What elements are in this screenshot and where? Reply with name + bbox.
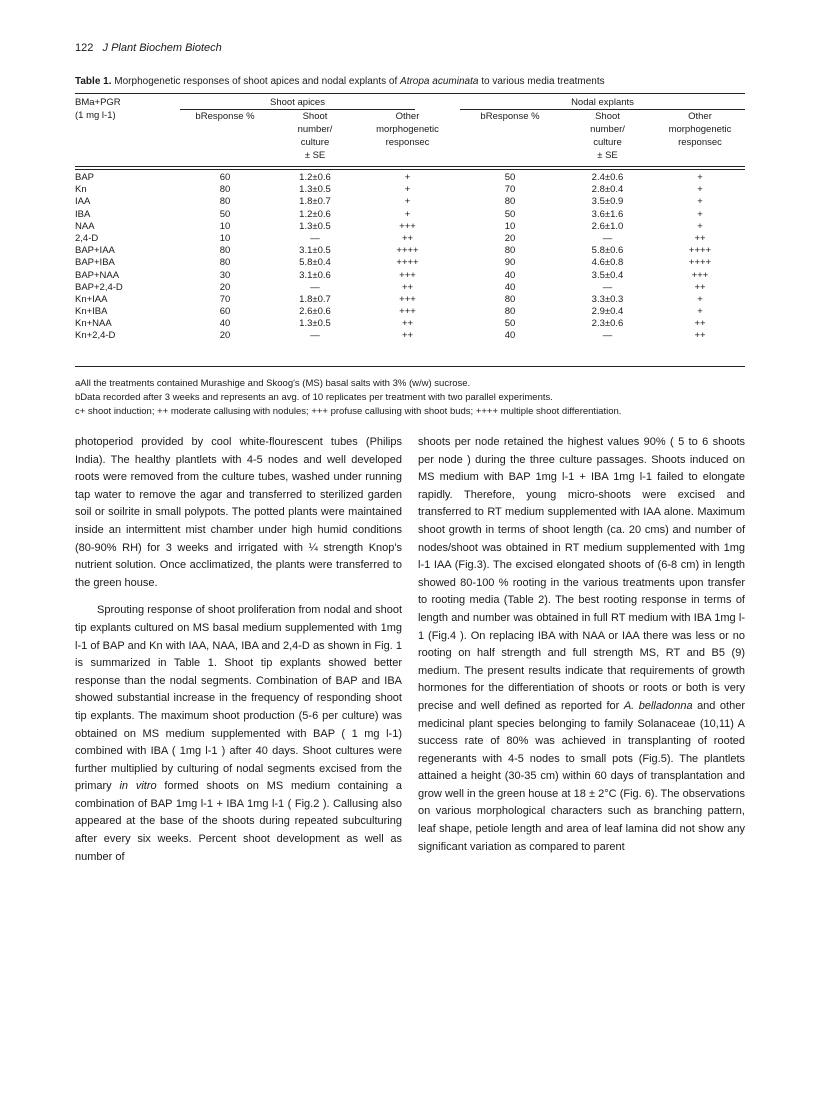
table-cell: 2,4-D: [75, 232, 99, 244]
table-cell: 2.4±0.6: [591, 172, 624, 183]
table-cell: 2.3±0.6: [591, 318, 624, 330]
journal-name: J Plant Biochem Biotech: [102, 42, 222, 54]
table-cell: 70: [504, 184, 516, 196]
right-p1-part-a: shoots per node retained the highest values 90% ( 5 to 6 shoots per node ) during the three culture passages. Shoots induced on MS medium with BAP 1mg l-1 + IBA 1mg l-1 failed to elongate rapidly. Therefore, young micro-shoots were excised and transferred to RT medium supplemented with IAA alone. Maximum shoot growth in terms of shoot length (ca. 20 cms) and number of nodes/shoot was obtained in RT medium supplemented with 1mg l-1 IAA (Fig.3). The excised elongated shoots of (6-8 cm) in length showed 80-100 % rooting in the various treatments upon transfer to rooting media (Table 2). The best rooting response in terms of length and number was obtained in full RT medium with IBA 1mg l-1 (Fig.4 ). On replacing IBA with NAA or IAA there was less or no rooting on half strength and full strength MS, RT and B5 (9) medium. The present results indicate that requirements of growth hormones for the differentiation of shoots or roots or both is very precise and well defined as reported for: [418, 436, 745, 712]
table-body: [75, 172, 745, 343]
table-cell: 3.3±0.3: [591, 293, 624, 305]
table-cell: —: [602, 232, 613, 244]
table-cell: ++: [401, 330, 414, 342]
table-cell: 60: [219, 172, 231, 183]
h-other-2-l1: Other: [688, 111, 712, 122]
h-shoot-2-l3: culture: [593, 137, 622, 148]
table-cell: +: [697, 293, 703, 305]
table-cell: 3.6±1.6: [591, 208, 624, 220]
table-cell: +++: [399, 269, 416, 281]
table-row: [75, 306, 745, 318]
table-cell: 1.8±0.7: [299, 293, 331, 305]
caption-species: Atropa acuminata: [400, 76, 479, 87]
table-cell: +++: [691, 269, 709, 281]
table-cell: +: [697, 196, 703, 208]
table-cell: ++++: [396, 245, 419, 257]
table-row: [75, 294, 745, 306]
left-paragraph-1: photoperiod provided by cool white-flourescent tubes (Philips India). The healthy plantlets with 4-5 nodes and well developed roots were removed from the culture tubes, washed under running tap water to remove the agar and transferred to sterilized garden soil or soilrite in small polypots. The potted plants were maintained inside an intermittent mist chamber under high humid conditions (80-90% RH) for 3 weeks and irrigated with ¼ strength Knop's nutrient solution. Once acclimatized, the plants were transferred to the green house.: [75, 436, 402, 589]
table-row: [75, 172, 745, 184]
h-shoot-1: [280, 110, 350, 162]
table-row: [75, 184, 745, 196]
caption-tail: to various media treatments: [481, 76, 605, 87]
table-cell: 20: [219, 281, 231, 293]
h-other-2-l2: morphogenetic: [668, 124, 732, 135]
table-cell: 70: [219, 293, 231, 305]
table-cell: 10: [504, 220, 516, 232]
table-cell: 2.6±1.0: [591, 220, 624, 232]
table-cell: 80: [504, 293, 516, 305]
table-cell: —: [310, 232, 320, 244]
table-cell: ++: [694, 330, 706, 342]
h-response-2: bResponse %: [480, 111, 540, 122]
table-cell: ++++: [688, 257, 712, 269]
table-top-rule: [75, 93, 745, 94]
group-nodal-explants: Nodal explants: [571, 97, 634, 108]
table-cell: ++++: [688, 245, 712, 257]
table-cell: +: [697, 220, 703, 232]
header-bottom-rule-2: [75, 169, 745, 170]
table-row: [75, 233, 745, 245]
table-cell: Kn+IAA: [75, 293, 108, 305]
table-cell: 40: [504, 330, 516, 342]
table-cell: 50: [219, 208, 231, 220]
table-cell: 2.6±0.6: [299, 306, 331, 318]
table-cell: 80: [219, 245, 231, 257]
table-label: Table 1.: [75, 76, 112, 87]
left-p2-part-a: Sprouting response of shoot proliferation from nodal and shoot tip explants cultured on MS basal medium supplemented with 1mg l-1 of BAP and Kn with IAA, NAA, IBA and 2,4-D as shown in Fig. 1 is summarized in Table 1. Shoot tip explants showed better response than the nodal segments. Combination of BAP and IBA showed substantial increase in the frequency of responding shoot tip explants. The maximum shoot production (5-6 per culture) was obtained on MS medium supplemented with BAP ( 1 mg l-1) combined with IBA ( 1mg l-1 ) after 40 days. Shoot cultures were further multiplied by culturing of nodal segments excised from the primary: [75, 604, 402, 793]
left-p2-italic: in vitro: [119, 780, 157, 793]
table-cell: 1.3±0.5: [299, 184, 331, 196]
table-row: [75, 245, 745, 257]
table-cell: ++: [694, 281, 706, 293]
table-cell: 50: [504, 208, 516, 220]
left-column: [75, 434, 402, 866]
table-cell: BAP+IBA: [75, 257, 115, 269]
table-row: [75, 257, 745, 269]
header-bottom-rule: [75, 166, 745, 167]
table-cell: —: [602, 330, 613, 342]
table-cell: ++: [401, 281, 414, 293]
footnote-c: c+ shoot induction; ++ moderate callusing with nodules; +++ profuse callusing with shoot buds; ++++ multiple shoot differentiation.: [75, 406, 622, 417]
table-cell: 1.3±0.5: [299, 318, 331, 330]
h-shoot-2: [570, 110, 645, 162]
table-cell: 1.2±0.6: [299, 208, 331, 220]
table-cell: +: [697, 172, 703, 183]
right-column: [418, 434, 745, 856]
table-cell: 80: [219, 196, 231, 208]
table-cell: —: [310, 281, 320, 293]
table-cell: +: [404, 184, 411, 196]
caption-text: Morphogenetic responses of shoot apices and nodal explants of: [114, 76, 398, 87]
table-cell: 30: [219, 269, 231, 281]
table-row: [75, 282, 745, 294]
table-cell: 50: [504, 318, 516, 330]
table-cell: 3.1±0.6: [299, 269, 331, 281]
table-cell: —: [602, 281, 613, 293]
table-cell: 1.3±0.5: [299, 220, 331, 232]
table-cell: 50: [504, 172, 516, 183]
table-cell: +++: [399, 220, 416, 232]
table-cell: 5.8±0.4: [299, 257, 331, 269]
table-cell: 1.2±0.6: [299, 172, 331, 183]
table-cell: ++: [401, 318, 414, 330]
table-cell: 40: [219, 318, 231, 330]
col0-line2: (1 mg l-1): [75, 110, 116, 121]
table-cell: 80: [219, 184, 231, 196]
right-p1-italic: A. belladonna: [623, 699, 693, 712]
h-response-1: bResponse %: [195, 111, 255, 122]
running-header: [75, 42, 222, 54]
table-footnotes: [75, 377, 621, 419]
table-cell: 20: [504, 232, 516, 244]
table-cell: 20: [219, 330, 231, 342]
table-bottom-rule: [75, 366, 745, 367]
table-cell: Kn+IBA: [75, 306, 108, 318]
table-cell: 10: [219, 220, 231, 232]
h-shoot-1-l4: ± SE: [304, 150, 326, 161]
table-cell: 90: [504, 257, 516, 269]
h-shoot-1-l2: number/: [297, 124, 333, 135]
table-cell: BAP+NAA: [75, 269, 120, 281]
table-cell: +: [697, 208, 703, 220]
table-row: [75, 330, 745, 342]
footnote-b: bData recorded after 3 weeks and represents an avg. of 10 replicates per treatment with two parallel experiments.: [75, 392, 553, 403]
table-cell: BAP+2,4-D: [75, 281, 123, 293]
table-cell: 40: [504, 281, 516, 293]
table-row: [75, 209, 745, 221]
table-cell: 60: [219, 306, 231, 318]
table-row: [75, 270, 745, 282]
table-cell: 5.8±0.6: [591, 245, 624, 257]
table-cell: 2.9±0.4: [591, 306, 624, 318]
table-cell: 10: [219, 232, 231, 244]
table-caption: [75, 76, 605, 87]
col0-header: [75, 96, 121, 122]
table-cell: 2.8±0.4: [591, 184, 624, 196]
table-cell: +: [404, 208, 411, 220]
col0-line1: BMa+PGR: [75, 97, 121, 108]
table-cell: 80: [504, 306, 516, 318]
h-shoot-1-l1: Shoot: [302, 111, 328, 122]
table-cell: ++: [401, 232, 414, 244]
table-cell: Kn+NAA: [75, 318, 112, 330]
table-row: [75, 318, 745, 330]
table-cell: +: [697, 184, 703, 196]
h-shoot-2-l2: number/: [590, 124, 625, 135]
group-shoot-apices: Shoot apices: [270, 97, 325, 108]
h-other-2: [655, 110, 745, 149]
table-cell: 3.5±0.4: [591, 269, 624, 281]
table-cell: ++: [694, 318, 706, 330]
left-paragraph-2: [75, 602, 402, 866]
table-cell: NAA: [75, 220, 95, 232]
table-cell: +: [404, 196, 411, 208]
table-row: [75, 196, 745, 208]
table-cell: —: [310, 330, 320, 342]
h-shoot-2-l4: ± SE: [597, 150, 618, 161]
left-p2-part-b: formed shoots on MS medium containing a combination of BAP 1mg l-1 + IBA 1mg l-1 ( Fig.2 ). Callusing also appeared at the base of the shoots during repeated subculturing after every six weeks. Percent shoot development as well as number of: [75, 780, 402, 863]
table-cell: BAP: [75, 172, 95, 183]
page-number: 122: [75, 42, 94, 54]
table-cell: IBA: [75, 208, 91, 220]
table-cell: +: [697, 306, 703, 318]
h-shoot-2-l1: Shoot: [595, 111, 620, 122]
h-other-1-l2: morphogenetic: [376, 124, 439, 135]
table-cell: 4.6±0.8: [591, 257, 624, 269]
right-p1-part-b: and other medicinal plant species belonging to family Solanaceae (10,11) A success rate of 80% was achieved in transplanting of rooted regenerants with 4-5 nodes to small pots (Fig.5). The plantlets attained a height (30-35 cm) within 60 days of transplantation and grow well in the green house at 18 ± 2°C (Fig. 6). The observations on various morphological characters such as branching pattern, leaf shape, petiole length and area of leaf lamina did not show any significant variation as compared to parent: [418, 699, 746, 853]
table-cell: +++: [399, 306, 416, 318]
table-cell: 1.8±0.7: [299, 196, 331, 208]
h-other-1-l1: Other: [395, 111, 420, 122]
table-cell: IAA: [75, 196, 91, 208]
table-cell: 80: [219, 257, 231, 269]
table-cell: +++: [399, 293, 416, 305]
table-cell: 80: [504, 196, 516, 208]
table-cell: 40: [504, 269, 516, 281]
right-paragraph-1: [418, 434, 745, 856]
table-cell: BAP+IAA: [75, 245, 115, 257]
h-other-1-l3: responsec: [385, 137, 430, 148]
h-other-1: [365, 110, 450, 149]
table-cell: 3.5±0.9: [591, 196, 624, 208]
table-cell: 80: [504, 245, 516, 257]
table-cell: Kn: [75, 184, 87, 196]
footnote-a: aAll the treatments contained Murashige and Skoog's (MS) basal salts with 3% (w/w) sucrose.: [75, 378, 471, 389]
table-cell: Kn+2,4-D: [75, 330, 116, 342]
table-cell: ++: [694, 232, 706, 244]
table-cell: +: [404, 172, 411, 183]
h-other-2-l3: responsec: [678, 137, 722, 148]
h-shoot-1-l3: culture: [300, 137, 330, 148]
table-row: [75, 221, 745, 233]
table-cell: 3.1±0.5: [299, 245, 331, 257]
table-cell: ++++: [396, 257, 419, 269]
